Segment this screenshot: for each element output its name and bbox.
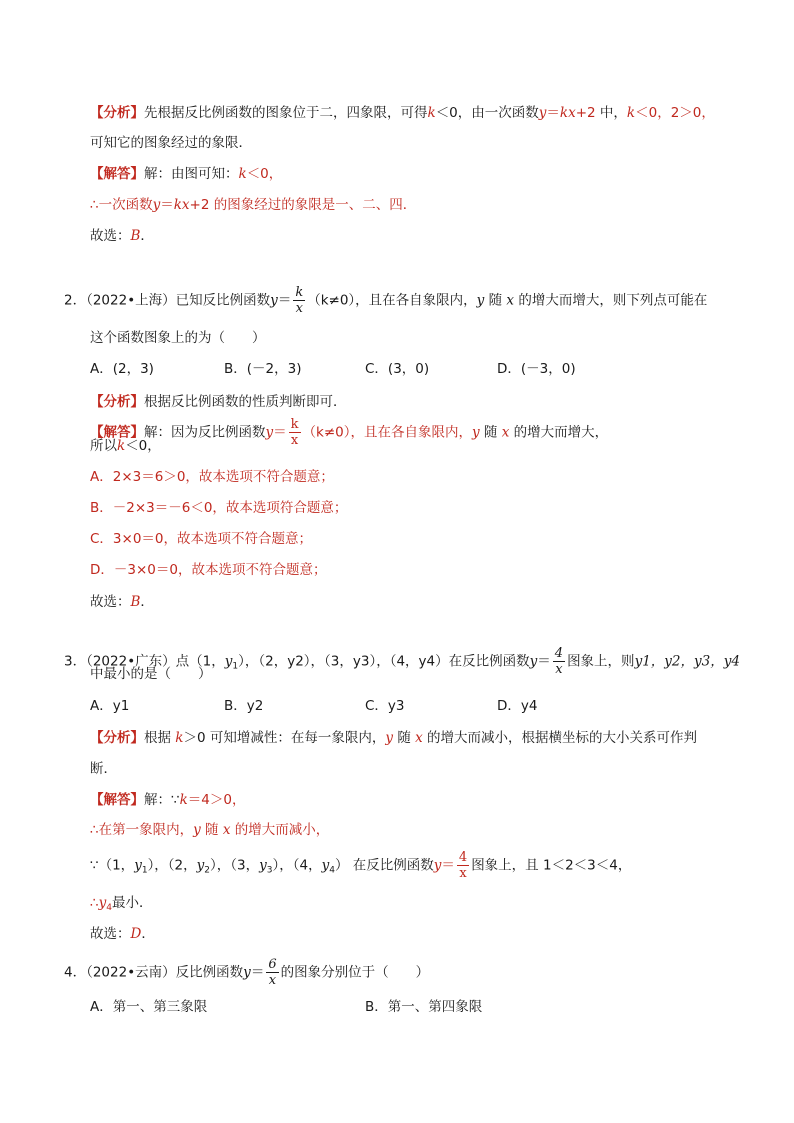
q3-answer-line2: ∴在第一象限内，y 随 x 的增大而减小，: [90, 822, 330, 838]
q2-option-b: B．(－2，3): [224, 361, 302, 377]
q3-option-d: D．y4: [497, 698, 538, 714]
q2-item-d: D．－3×0＝0，故本选项不符合题意；: [90, 562, 327, 578]
q2-choose: 故选：B．: [90, 594, 154, 610]
q3-answer-fraction: $\frac{4}{x}$: [458, 850, 468, 881]
q3-option-c: C．y3: [365, 698, 405, 714]
q2-option-d: D．(－3，0): [497, 361, 576, 377]
q1-answer-line2: ∴一次函数y＝kx+2 的图象经过的象限是一、二、四．: [90, 197, 417, 213]
q3-answer-line4: $\therefore y_4$最小．: [90, 895, 153, 913]
q3-fraction: $\frac{4}{x}$: [554, 646, 564, 677]
q2-fraction: $\frac{k}{x}$: [295, 285, 304, 316]
q2-item-b: B．－2×3＝－6＜0，故本选项符合题意；: [90, 500, 348, 516]
q1-choose: 故选：B．: [90, 228, 154, 244]
q2-option-a: A．(2，3): [90, 361, 154, 377]
q2-stem-line1: 2．（2022•上海）已知反比例函数y＝ $\frac{k}{x}$ （k≠0），且在各自象限内，y 随 x 的增大而增大，则下列点可能在: [64, 285, 708, 316]
q1-answer-line1: 【解答】解：由图可知：k＜0，: [90, 166, 283, 182]
q2-item-a: A．2×3＝6＞0，故本选项不符合题意；: [90, 469, 334, 485]
q3-answer-line1: 【解答】解：∵k＝4＞0，: [90, 792, 246, 808]
q2-analysis: 【分析】根据反比例函数的性质判断即可．: [90, 394, 347, 410]
q4-option-b: B．第一、第四象限: [365, 999, 483, 1015]
q1-analysis-line1: 【分析】先根据反比例函数的图象位于二，四象限，可得k＜0，由一次函数y＝kx+2 中，k＜0，2＞0，: [90, 105, 715, 121]
q2-option-c: C．(3，0): [365, 361, 430, 377]
q3-option-b: B．y2: [224, 698, 264, 714]
q2-item-c: C．3×0＝0，故本选项不符合题意；: [90, 531, 313, 547]
q2-stem-line2: 这个函数图象上的为（ ）: [90, 330, 266, 346]
q3-stem-line2: 中最小的是（ ）: [90, 666, 212, 682]
q2-answer-fraction: $\frac{k}{x}$: [290, 417, 299, 448]
q4-option-a: A．第一、第三象限: [90, 999, 208, 1015]
q2-so: 所以k＜0，: [90, 438, 161, 454]
q3-stem-line1: 3．（2022•广东）点（1，$y_1$），（2，y2），（3，y3），（4，y4）在反比例函数y＝ $\frac{4}{x}$ 图象上，则y1，y2，y3，y4: [64, 646, 740, 677]
q4-stem: 4．（2022•云南）反比例函数y＝ $\frac{6}{x}$ 的图象分别位于（ ）: [64, 957, 430, 988]
q4-fraction: $\frac{6}{x}$: [268, 957, 277, 988]
q3-choose: 故选：D．: [90, 926, 155, 942]
q3-analysis-line1: 【分析】根据 k＞0 可知增减性：在每一象限内，y 随 x 的增大而减小，根据横坐标的大小关系可作判: [90, 730, 698, 746]
q2-answer-line1: 【解答】解：因为反比例函数y＝ $\frac{k}{x}$ （k≠0），且在各自象限内，y 随 x 的增大而增大，: [90, 417, 609, 448]
q3-answer-line3: ∵（1，$y_1$），（2，$y_2$），（3，$y_3$），（4，$y_4$） 在反比例函数y＝ $\frac{4}{x}$ 图象上，且 1＜2＜3＜4，: [90, 850, 632, 881]
q1-analysis-line2: 可知它的图象经过的象限．: [90, 135, 252, 151]
q3-option-a: A．y1: [90, 698, 130, 714]
q3-analysis-line2: 断．: [90, 761, 117, 777]
